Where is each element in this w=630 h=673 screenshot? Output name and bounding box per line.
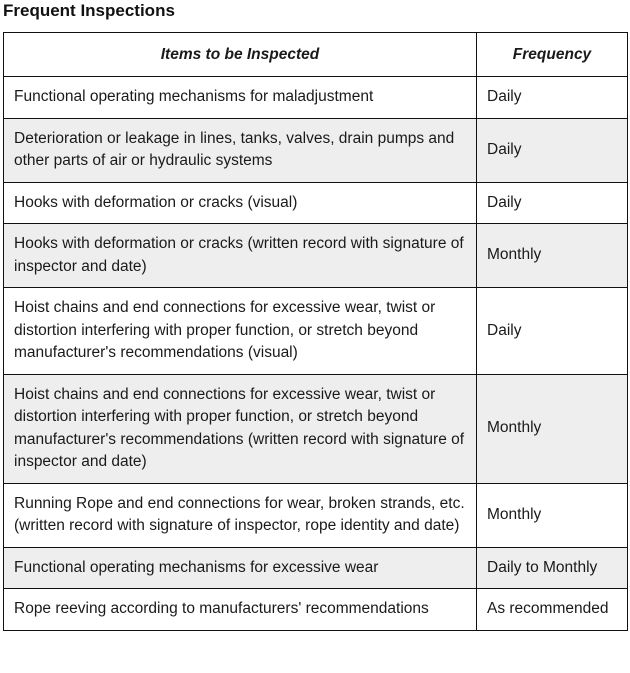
table-row [4, 288, 628, 375]
table-row [4, 374, 628, 483]
column-header-frequency: Frequency [477, 33, 628, 77]
frequency-cell: Daily [477, 77, 628, 119]
item-cell: Rope reeving according to manufacturers' recommendations [4, 589, 477, 631]
frequency-cell: Daily to Monthly [477, 547, 628, 589]
frequency-cell: Daily [477, 182, 628, 224]
table-row [4, 182, 628, 224]
table-row [4, 224, 628, 288]
item-cell: Functional operating mechanisms for excessive wear [4, 547, 477, 589]
frequency-cell: As recommended [477, 589, 628, 631]
item-cell: Running Rope and end connections for wear, broken strands, etc. (written record with signature of inspector, rope identity and date) [4, 483, 477, 547]
table-row [4, 483, 628, 547]
page-title: Frequent Inspections [3, 1, 175, 20]
frequency-cell: Monthly [477, 224, 628, 288]
table-row [4, 589, 628, 631]
inspection-table [3, 32, 628, 631]
frequency-cell: Daily [477, 288, 628, 375]
item-cell: Hooks with deformation or cracks (visual) [4, 182, 477, 224]
frequency-cell: Daily [477, 118, 628, 182]
item-cell: Hooks with deformation or cracks (written record with signature of inspector and date) [4, 224, 477, 288]
item-cell: Hoist chains and end connections for excessive wear, twist or distortion interfering with proper function, or stretch beyond manufacturer's recommendations (visual) [4, 288, 477, 375]
column-header-item: Items to be Inspected [4, 33, 477, 77]
item-cell: Functional operating mechanisms for maladjustment [4, 77, 477, 119]
table-row [4, 118, 628, 182]
table-row [4, 547, 628, 589]
frequency-cell: Monthly [477, 374, 628, 483]
table-header-row [4, 33, 628, 77]
item-cell: Deterioration or leakage in lines, tanks, valves, drain pumps and other parts of air or hydraulic systems [4, 118, 477, 182]
frequency-cell: Monthly [477, 483, 628, 547]
item-cell: Hoist chains and end connections for excessive wear, twist or distortion interfering with proper function, or stretch beyond manufacturer's recommendations (written record with signature of inspector and date) [4, 374, 477, 483]
table-row [4, 77, 628, 119]
